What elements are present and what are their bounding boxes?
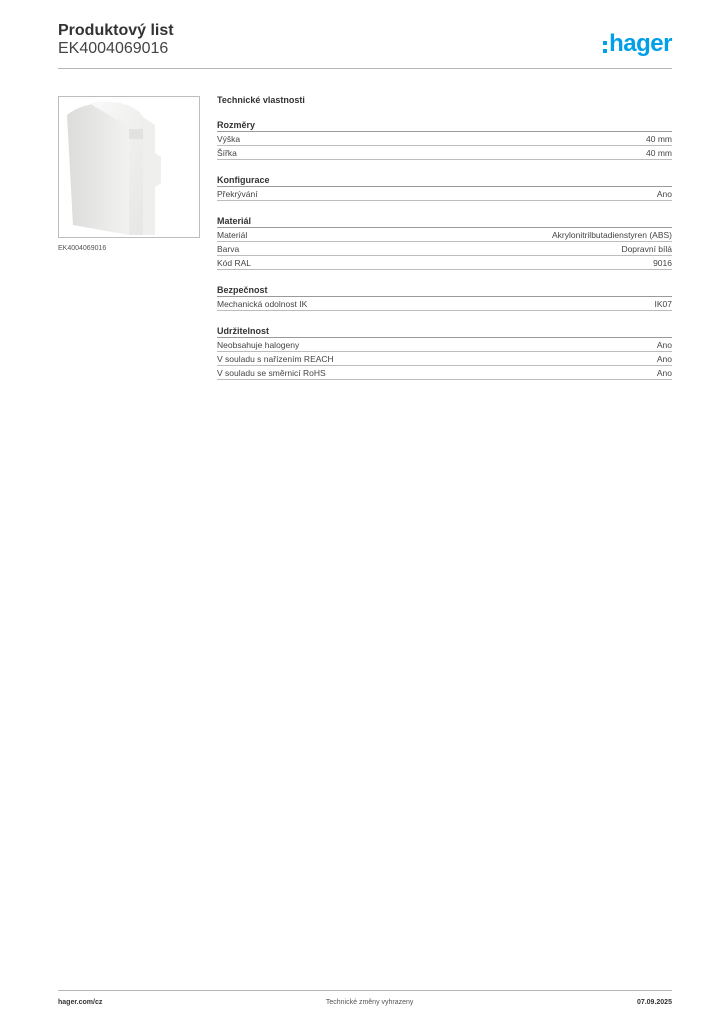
page-footer [58,990,672,1006]
spec-row: Neobsahuje halogeny Ano [217,340,672,350]
page-header [58,22,672,58]
product-code: EK4004069016 [58,40,169,57]
spec-group-configuration [217,174,672,201]
spec-row: Kód RAL 9016 [217,258,672,268]
page-title: Produktový list [58,22,174,39]
spec-group-safety [217,284,672,311]
spec-row: Výška 40 mm [217,134,672,144]
footer-notice: Technické změny vyhrazeny [325,999,414,1006]
group-title: Rozměry [217,119,672,132]
technical-specs [217,95,672,394]
footer-date: 07.09.2025 [636,999,672,1006]
footer-divider [58,990,672,991]
spec-group-dimensions [217,119,672,160]
spec-row: V souladu se směrnicí RoHS Ano [217,368,672,378]
spec-row: Barva Dopravní bílá [217,244,672,254]
image-caption: EK4004069016 [58,245,107,252]
spec-row: V souladu s nařízením REACH Ano [217,354,672,364]
footer-website: hager.com/cz [58,999,103,1006]
product-image [58,96,200,238]
group-title: Materiál [217,215,672,228]
header-divider [58,68,672,69]
spec-row: Mechanická odolnost IK IK07 [217,299,672,309]
spec-group-sustainability [217,325,672,380]
spec-row: Šířka 40 mm [217,148,672,158]
group-title: Konfigurace [217,174,672,187]
spec-row: Materiál Akrylonitrilbutadienstyren (ABS) [217,230,672,240]
spec-group-material [217,215,672,270]
spec-row: Překrývání Ano [217,189,672,199]
group-title: Bezpečnost [217,284,672,297]
hager-logo: hager [603,30,672,58]
specs-heading: Technické vlastnosti [217,95,305,105]
group-title: Udržitelnost [217,325,672,338]
